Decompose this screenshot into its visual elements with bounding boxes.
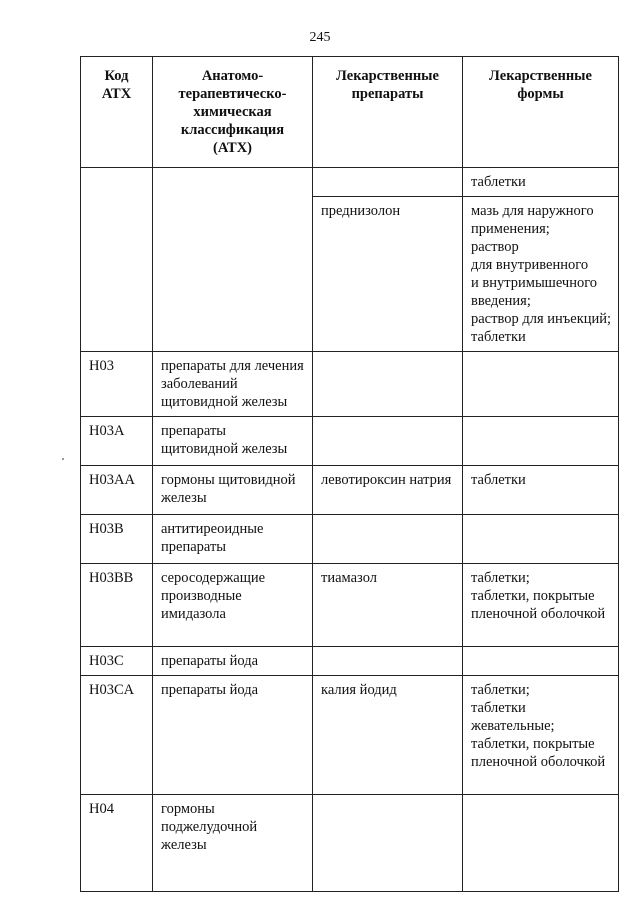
cell-drug: преднизолон <box>313 197 463 352</box>
cell-classification: препараты щитовидной железы <box>153 417 313 466</box>
header-drugs: Лекарственные препараты <box>313 57 463 168</box>
cell-forms: таблетки <box>463 466 619 515</box>
table-row <box>81 564 619 647</box>
cell-forms: таблетки <box>463 168 619 197</box>
cell-drug <box>313 647 463 676</box>
cell-code <box>81 168 153 352</box>
cell-classification: серосодержащие производные имидазола <box>153 564 313 647</box>
cell-forms: таблетки; таблетки жевательные; таблетки, покрытые пленочной оболочкой <box>463 676 619 795</box>
header-classification: Анатомо- терапевтическо- химическая классификация (АТХ) <box>153 57 313 168</box>
cell-drug <box>313 352 463 417</box>
table-row <box>81 647 619 676</box>
table-row <box>81 515 619 564</box>
header-forms: Лекарственные формы <box>463 57 619 168</box>
cell-drug <box>313 168 463 197</box>
cell-drug <box>313 417 463 466</box>
header-code: Код АТХ <box>81 57 153 168</box>
cell-drug: левотироксин натрия <box>313 466 463 515</box>
table-row <box>81 466 619 515</box>
cell-classification: гормоны щитовидной железы <box>153 466 313 515</box>
cell-forms <box>463 515 619 564</box>
cell-forms: таблетки; таблетки, покрытые пленочной оболочкой <box>463 564 619 647</box>
cell-forms <box>463 352 619 417</box>
cell-classification: препараты йода <box>153 647 313 676</box>
cell-code: H03CA <box>81 676 153 795</box>
cell-drug: тиамазол <box>313 564 463 647</box>
table-row <box>81 795 619 892</box>
cell-forms <box>463 417 619 466</box>
cell-code: H04 <box>81 795 153 892</box>
cell-forms <box>463 795 619 892</box>
table-row <box>81 168 619 197</box>
cell-drug <box>313 515 463 564</box>
cell-classification: препараты йода <box>153 676 313 795</box>
page-number: 245 <box>309 30 331 45</box>
cell-classification: препараты для лечения заболеваний щитовидной железы <box>153 352 313 417</box>
cell-forms <box>463 647 619 676</box>
cell-code: H03A <box>81 417 153 466</box>
cell-classification: антитиреоидные препараты <box>153 515 313 564</box>
table-row <box>81 417 619 466</box>
cell-forms: мазь для наружного применения; раствор для внутривенного и внутримышечного введения; раствор для инъекций; таблетки <box>463 197 619 352</box>
cell-drug: калия йодид <box>313 676 463 795</box>
cell-drug <box>313 795 463 892</box>
cell-code: H03C <box>81 647 153 676</box>
margin-mark <box>62 458 64 460</box>
table-row <box>81 676 619 795</box>
table-header-row <box>81 57 619 168</box>
cell-code: H03AA <box>81 466 153 515</box>
cell-code: H03BB <box>81 564 153 647</box>
cell-classification <box>153 168 313 352</box>
cell-code: H03 <box>81 352 153 417</box>
cell-classification: гормоны поджелудочной железы <box>153 795 313 892</box>
atx-table <box>80 56 619 892</box>
cell-code: H03B <box>81 515 153 564</box>
table-row <box>81 352 619 417</box>
